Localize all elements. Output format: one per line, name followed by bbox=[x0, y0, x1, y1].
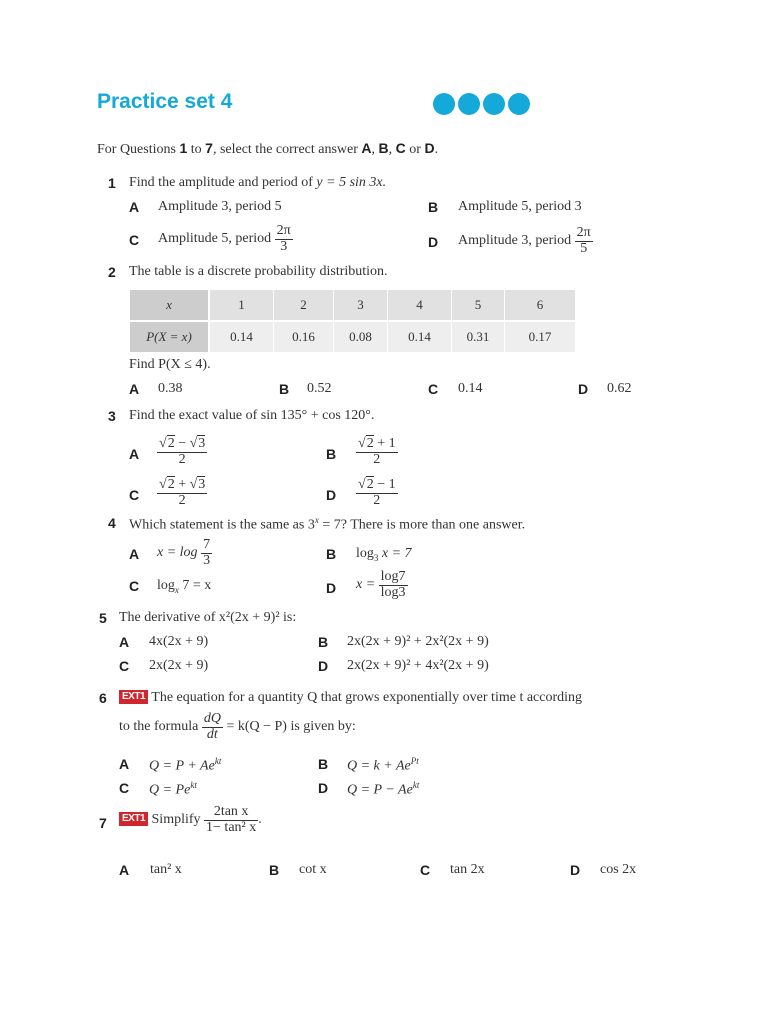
option-letter: B bbox=[326, 446, 337, 462]
question-number: 4 bbox=[108, 515, 116, 531]
question-5-stem: The derivative of x²(2x + 9)² is: bbox=[119, 610, 297, 625]
option-letter: C bbox=[129, 487, 140, 503]
q6-option-b[interactable]: $Q = k + Ae^{Pt}$ bbox=[347, 756, 419, 774]
question-7-stem: EXT1 Simplify $\frac{\text{2tan x}}{\text{1− tan² x}}$ . bbox=[119, 805, 262, 835]
q6-option-a[interactable]: $Q = P + Ae^{kt}$ bbox=[149, 756, 222, 774]
ext1-badge: EXT1 bbox=[119, 690, 148, 704]
option-letter: D bbox=[318, 780, 329, 796]
option-letter: C bbox=[129, 578, 140, 594]
question-number: 3 bbox=[108, 408, 116, 424]
question-number: 6 bbox=[99, 690, 107, 706]
table-cell: 0.16 bbox=[274, 321, 334, 352]
ext1-badge: EXT1 bbox=[119, 812, 148, 826]
table-header-cell: x bbox=[130, 290, 209, 321]
option-letter: A bbox=[119, 862, 130, 878]
option-letter: D bbox=[578, 381, 589, 397]
option-letter: A bbox=[119, 756, 130, 772]
option-letter: C bbox=[428, 381, 439, 397]
option-letter: A bbox=[129, 199, 140, 215]
table-cell: 6 bbox=[505, 290, 576, 321]
option-letter: D bbox=[428, 234, 439, 250]
q2-option-b[interactable]: 0.52 bbox=[307, 381, 332, 396]
q7-option-c[interactable]: tan 2x bbox=[450, 862, 485, 877]
q3-option-c[interactable]: $\frac{√2 + √3}{2}$ bbox=[159, 477, 206, 508]
option-letter: D bbox=[326, 487, 337, 503]
q5-option-d[interactable]: 2x(2x + 9)² + 4x²(2x + 9) bbox=[347, 658, 489, 673]
question-6-stem: EXT1 The equation for a quantity Q that grows exponentially over time t according bbox=[119, 690, 582, 706]
q3-option-d[interactable]: $\frac{√2 - 1}{2}$ bbox=[358, 477, 396, 508]
option-letter: D bbox=[570, 862, 581, 878]
q7-option-d[interactable]: cos 2x bbox=[600, 862, 637, 877]
difficulty-dot-icon bbox=[508, 93, 530, 115]
question-6-stem-line2: to the formula $\frac{dQ}{dt}$ = k(Q − P) is given by: bbox=[119, 711, 356, 742]
q5-option-c[interactable]: 2x(2x + 9) bbox=[149, 658, 209, 673]
option-letter: C bbox=[119, 780, 130, 796]
table-cell: 4 bbox=[388, 290, 452, 321]
difficulty-dot-icon bbox=[433, 93, 455, 115]
table-cell: 1 bbox=[209, 290, 274, 321]
q7-option-b[interactable]: cot x bbox=[299, 862, 327, 877]
option-letter: C bbox=[119, 658, 130, 674]
option-letter: A bbox=[129, 381, 140, 397]
table-cell: 0.17 bbox=[505, 321, 576, 352]
table-cell: 5 bbox=[452, 290, 505, 321]
difficulty-dot-icon bbox=[458, 93, 480, 115]
option-letter: C bbox=[420, 862, 431, 878]
table-row bbox=[130, 321, 576, 352]
q2-option-d[interactable]: 0.62 bbox=[607, 381, 632, 396]
option-letter: B bbox=[326, 546, 337, 562]
table-cell: 3 bbox=[334, 290, 388, 321]
question-2-stem: The table is a discrete probability distribution. bbox=[129, 264, 388, 279]
probability-table bbox=[130, 290, 576, 352]
q1-option-c[interactable]: Amplitude 5, period $\frac{2\pi}{3}$ bbox=[158, 223, 291, 254]
q3-option-b[interactable]: $\frac{√2 + 1}{2}$ bbox=[358, 436, 396, 467]
question-1-stem: Find the amplitude and period of y = 5 sin 3x. bbox=[129, 175, 387, 190]
question-3-stem: Find the exact value of sin 135° + cos 120°. bbox=[129, 408, 375, 423]
question-number: 5 bbox=[99, 610, 107, 626]
page-title: Practice set 4 bbox=[97, 90, 233, 113]
q4-option-b[interactable]: $\log_3 x = 7$ bbox=[356, 546, 412, 563]
q2-find: Find P(X ≤ 4). bbox=[129, 357, 211, 372]
option-letter: B bbox=[279, 381, 290, 397]
table-cell: 0.31 bbox=[452, 321, 505, 352]
option-letter: D bbox=[318, 658, 329, 674]
question-number: 1 bbox=[108, 175, 116, 191]
option-letter: A bbox=[119, 634, 130, 650]
option-letter: B bbox=[269, 862, 280, 878]
question-number: 2 bbox=[108, 264, 116, 280]
option-letter: B bbox=[318, 634, 329, 650]
instructions: For Questions 1 to 7, select the correct answer A, B, C or D. bbox=[97, 140, 439, 157]
question-4-stem: Which statement is the same as 3$^x$ = 7? There is more than one answer. bbox=[129, 515, 526, 533]
q7-option-a[interactable]: tan² x bbox=[150, 862, 182, 877]
q4-option-d[interactable]: x = $\frac{\log 7}{\log 3}$ bbox=[356, 569, 406, 600]
q1-option-b[interactable]: Amplitude 5, period 3 bbox=[458, 199, 582, 214]
q1-option-d[interactable]: Amplitude 3, period $\frac{2\pi}{5}$ bbox=[458, 225, 591, 256]
q6-option-c[interactable]: $Q = Pe^{kt}$ bbox=[149, 780, 197, 798]
option-letter: C bbox=[129, 232, 140, 248]
option-letter: A bbox=[129, 446, 140, 462]
difficulty-dot-icon bbox=[483, 93, 505, 115]
q3-option-a[interactable]: $\frac{√2 - √3}{2}$ bbox=[159, 436, 206, 467]
q5-option-a[interactable]: 4x(2x + 9) bbox=[149, 634, 209, 649]
table-cell: 2 bbox=[274, 290, 334, 321]
q2-option-c[interactable]: 0.14 bbox=[458, 381, 483, 396]
table-cell: 0.08 bbox=[334, 321, 388, 352]
table-header-cell: P(X = x) bbox=[130, 321, 209, 352]
option-letter: B bbox=[318, 756, 329, 772]
q6-option-d[interactable]: $Q = P - Ae^{kt}$ bbox=[347, 780, 420, 798]
option-letter: B bbox=[428, 199, 439, 215]
q1-option-a[interactable]: Amplitude 3, period 5 bbox=[158, 199, 282, 214]
question-number: 7 bbox=[99, 815, 107, 831]
table-cell: 0.14 bbox=[209, 321, 274, 352]
option-letter: D bbox=[326, 580, 337, 596]
q4-option-c[interactable]: $\log_x 7 = x$ bbox=[157, 578, 212, 595]
q5-option-b[interactable]: 2x(2x + 9)² + 2x²(2x + 9) bbox=[347, 634, 489, 649]
table-cell: 0.14 bbox=[388, 321, 452, 352]
table-row bbox=[130, 290, 576, 321]
option-letter: A bbox=[129, 546, 140, 562]
q4-option-a[interactable]: x = log $\frac{7}{3}$ bbox=[157, 537, 211, 568]
q2-option-a[interactable]: 0.38 bbox=[158, 381, 183, 396]
